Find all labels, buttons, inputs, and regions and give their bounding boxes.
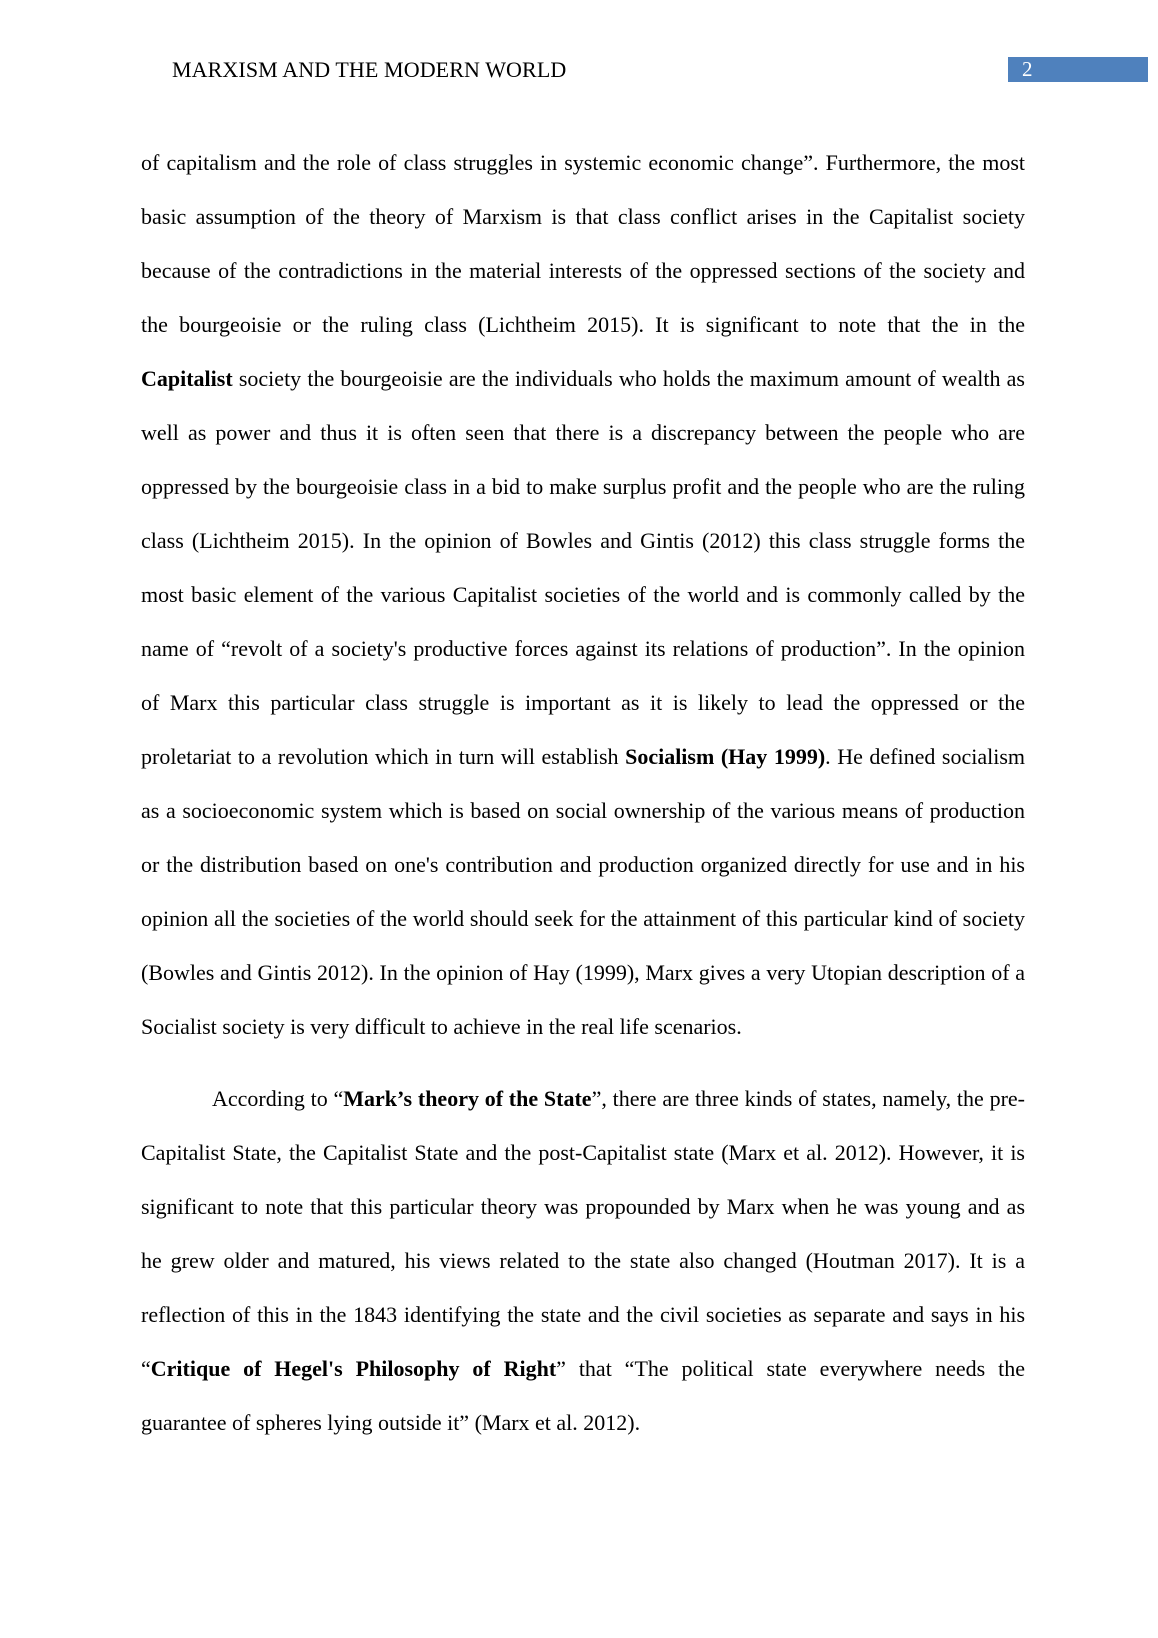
paragraph-text: of capitalism and the role of class struggles in systemic economic change”. Furthermore, the most basic assumption of the theory of Marxism is that class conflict arises in the Capitalist society because of the contradictions in the material interests of the oppressed sections of the society and the bourgeoisie or the ruling class (Lichtheim 2015). It is significant to note that the in the <box>141 150 1025 337</box>
bold-term-critique-title: Critique of Hegel's Philosophy of Right <box>150 1356 557 1381</box>
bold-term-socialism: Socialism (Hay 1999) <box>625 744 826 769</box>
paragraph-text: ”, there are three kinds of states, namely, the pre-Capitalist State, the Capitalist State and the post-Capitalist state (Marx et al. 2012). However, it is significant to note that this particular theory was propounded by Marx when he was young and as he grew older and matured, his views related to the state also changed (Houtman 2017). It is a reflection of this in the 1843 identifying the state and the civil societies as separate and says in his “ <box>141 1086 1025 1381</box>
bold-term-theory-of-state: Mark’s theory of the State <box>343 1086 592 1111</box>
running-head-title: MARXISM AND THE MODERN WORLD <box>172 57 567 82</box>
page-number: 2 <box>1008 57 1148 82</box>
paragraph-text: According to “ <box>212 1086 344 1111</box>
bold-term-capitalist: Capitalist <box>141 366 233 391</box>
page-header <box>0 54 1158 86</box>
paragraph-text: . He defined socialism as a socioeconomic system which is based on social ownership of the various means of production or the distribution based on one's contribution and production organized directly for use and in his opinion all the societies of the world should seek for the attainment of this particular kind of society (Bowles and Gintis 2012). In the opinion of Hay (1999), Marx gives a very Utopian description of a Socialist society is very difficult to achieve in the real life scenarios. <box>141 744 1025 1039</box>
paragraph <box>141 1072 1025 1450</box>
document-body <box>141 136 1025 1450</box>
paragraph <box>141 136 1025 1054</box>
paragraph-text: ” that “The political state everywhere needs the guarantee of spheres lying outside it” (Marx et al. 2012). <box>141 1356 1026 1435</box>
paragraph-text: society the bourgeoisie are the individuals who holds the maximum amount of wealth as well as power and thus it is often seen that there is a discrepancy between the people who are oppressed by the bourgeoisie class in a bid to make surplus profit and the people who are the ruling class (Lichtheim 2015). In the opinion of Bowles and Gintis (2012) this class struggle forms the most basic element of the various Capitalist societies of the world and is commonly called by the name of “revolt of a society's productive forces against its relations of production”. In the opinion of Marx this particular class struggle is important as it is likely to lead the oppressed or the proletariat to a revolution which in turn will establish <box>141 366 1025 769</box>
